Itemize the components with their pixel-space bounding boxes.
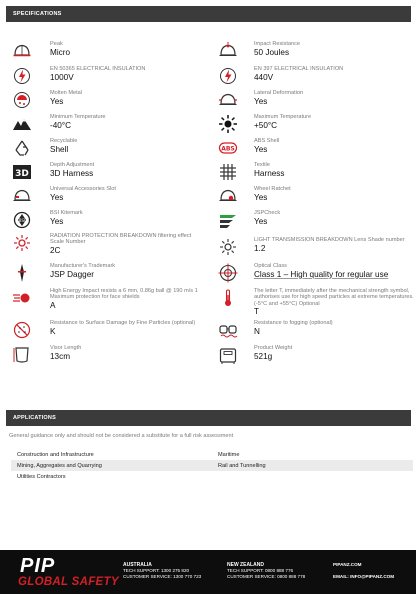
- specifications-header: SPECIFICATIONS: [6, 6, 411, 22]
- spec-label: Depth Adjustment: [50, 162, 95, 168]
- contact-country: NEW ZEALAND: [227, 562, 264, 568]
- spec-value: Yes: [50, 216, 64, 226]
- spec-label: Peak: [50, 41, 63, 47]
- spec-value: Shell: [50, 144, 69, 154]
- molten-metal-icon: [12, 90, 32, 110]
- spec-value: 1000V: [50, 72, 74, 82]
- svg-text:ABS: ABS: [221, 145, 235, 153]
- contact-australia: [123, 562, 201, 581]
- high-energy-impact-icon: [12, 288, 32, 308]
- spec-label: Minimum Temperature: [50, 114, 106, 120]
- spec-label: Manufacturer's Trademark: [50, 263, 116, 269]
- maximum-temperature-icon: [218, 114, 238, 134]
- jspcheck-icon: [218, 210, 238, 230]
- table-cell: Mining, Aggregates and Quarrying: [17, 462, 102, 469]
- customer-service-phone: CUSTOMER SERVICE: 0800 888 778: [227, 574, 306, 580]
- tech-support-phone: TECH SUPPORT: 1300 275 820: [123, 568, 190, 574]
- customer-service-phone: CUSTOMER SERVICE: 1300 770 723: [123, 574, 202, 580]
- applications-header: APPLICATIONS: [6, 410, 411, 426]
- spec-label: Maximum Temperature: [254, 114, 312, 120]
- spec-value: Micro: [50, 47, 71, 57]
- spec-label: Optical Class: [254, 263, 287, 269]
- spec-label: Product Weight: [254, 345, 293, 351]
- abs-shell-icon: [218, 138, 238, 158]
- contact-new-zealand: [227, 562, 305, 581]
- table-cell: Construction and Infrastructure: [17, 451, 94, 458]
- spec-label-secondary: Maximum protection for face shields: [50, 294, 140, 301]
- spec-label: BSI Kitemark: [50, 210, 83, 216]
- extreme-temperature-icon: [218, 288, 238, 308]
- spec-label: Impact Resistance: [254, 41, 301, 47]
- spec-value: Yes: [254, 144, 268, 154]
- jsp-dagger-icon: [12, 263, 32, 283]
- spec-label: The letter T, immediately after the mechanical strength symbol, authorises use for high speed particles at extreme temperatures. (-5°C and +55°C) Optional: [254, 288, 414, 307]
- table-cell: Maritime: [218, 451, 240, 458]
- spec-label: LIGHT TRANSMISSION BREAKDOWN Lens Shade number: [254, 237, 405, 243]
- wheel-ratchet-icon: [218, 186, 238, 206]
- tech-support-phone: TECH SUPPORT: 0800 888 776: [227, 568, 294, 574]
- table-cell: Rail and Tunnelling: [218, 462, 266, 469]
- spec-label: Resistance to Surface Damage by Fine Particles (optional): [50, 320, 196, 326]
- table-row: [11, 471, 413, 482]
- spec-label: Molten Metal: [50, 90, 83, 96]
- footer: [0, 550, 416, 594]
- depth-adjustment-icon: [12, 162, 32, 182]
- electrical-insulation-icon: [12, 66, 32, 86]
- product-weight-icon: [218, 345, 238, 365]
- spec-value: 50 Joules: [254, 47, 290, 57]
- spec-value: K: [50, 326, 56, 336]
- light-transmission-icon: [218, 237, 238, 257]
- spec-label: Textile: [254, 162, 270, 168]
- minimum-temperature-icon: [12, 114, 32, 134]
- table-row: [11, 460, 413, 471]
- svg-text:BSI: BSI: [18, 218, 26, 223]
- spec-label: Visor Length: [50, 345, 82, 351]
- contact-country: AUSTRALIA: [123, 562, 152, 568]
- spec-value: 440V: [254, 72, 274, 82]
- applications-table: [11, 449, 413, 482]
- spec-value: Yes: [50, 96, 64, 106]
- spec-value: Harness: [254, 168, 285, 178]
- spec-label: Lateral Deformation: [254, 90, 304, 96]
- spec-value: N: [254, 326, 260, 336]
- spec-value: Yes: [254, 216, 268, 226]
- table-cell: [212, 471, 413, 482]
- logo-tagline: GLOBAL SAFETY: [18, 576, 119, 588]
- spec-value: 1.2: [254, 243, 266, 253]
- specifications-grid: [8, 32, 414, 372]
- bsi-kitemark-icon: [12, 210, 32, 230]
- visor-length-icon: [12, 345, 32, 365]
- electrical-insulation-icon: [218, 66, 238, 86]
- radiation-protection-icon: [12, 233, 32, 253]
- spec-value: 13cm: [50, 351, 71, 361]
- spec-label-secondary: Scale Number: [50, 239, 86, 246]
- spec-value: 3D Harness: [50, 168, 94, 178]
- spec-value: +50°C: [254, 120, 278, 130]
- textile-harness-icon: [218, 162, 238, 182]
- spec-label: Resistance to fogging (optional): [254, 320, 333, 326]
- recyclable-icon: [12, 138, 32, 158]
- surface-damage-icon: [12, 320, 32, 340]
- spec-value: 2C: [50, 246, 61, 256]
- spec-label: High Energy Impact resists a 6 mm, 0.86g ball @ 190 m/s 1: [50, 288, 198, 294]
- spec-label: EN 50365 ELECTRICAL INSULATION: [50, 66, 146, 72]
- spec-value: JSP Dagger: [50, 269, 94, 279]
- spec-label: ABS Shell: [254, 138, 280, 144]
- spec-value: 521g: [254, 351, 273, 361]
- impact-resistance-icon: [218, 41, 238, 61]
- lateral-deformation-icon: [218, 90, 238, 110]
- svg-text:3D: 3D: [15, 169, 29, 179]
- table-cell: Utilities Contractors: [17, 473, 66, 480]
- spec-value: Yes: [254, 96, 268, 106]
- spec-value: Yes: [50, 192, 64, 202]
- contact-web: [333, 562, 394, 581]
- spec-value: Yes: [254, 192, 268, 202]
- pip-global-safety-logo: [16, 555, 119, 591]
- spec-label: JSPCheck: [254, 210, 281, 216]
- optical-class-icon: [218, 263, 238, 283]
- logo-wordmark: PIP: [20, 555, 56, 577]
- spec-label: Universal Accessories Slot: [50, 186, 116, 192]
- spec-value: Class 1 – High quality for regular use: [254, 269, 389, 279]
- fogging-resistance-icon: [218, 320, 238, 340]
- spec-label: RADIATION PROTECTION BREAKDOWN filtering effect: [50, 233, 192, 239]
- table-row: [11, 449, 413, 460]
- applications-note: General guidance only and should not be considered a substitute for a full risk assessment: [9, 433, 234, 439]
- spec-label: Recyclable: [50, 138, 78, 144]
- spec-value: -40°C: [50, 120, 72, 130]
- website-link[interactable]: PIPANZ.COM: [333, 562, 362, 567]
- accessories-slot-icon: [12, 186, 32, 206]
- helmet-peak-icon: [12, 41, 32, 61]
- email-link[interactable]: EMAIL: INFO@PIPANZ.COM: [333, 574, 395, 580]
- spec-label: EN 397 ELECTRICAL INSULATION: [254, 66, 344, 72]
- spec-value: A: [50, 301, 56, 311]
- spec-value: T: [254, 307, 260, 317]
- spec-label: Wheel Ratchet: [254, 186, 291, 192]
